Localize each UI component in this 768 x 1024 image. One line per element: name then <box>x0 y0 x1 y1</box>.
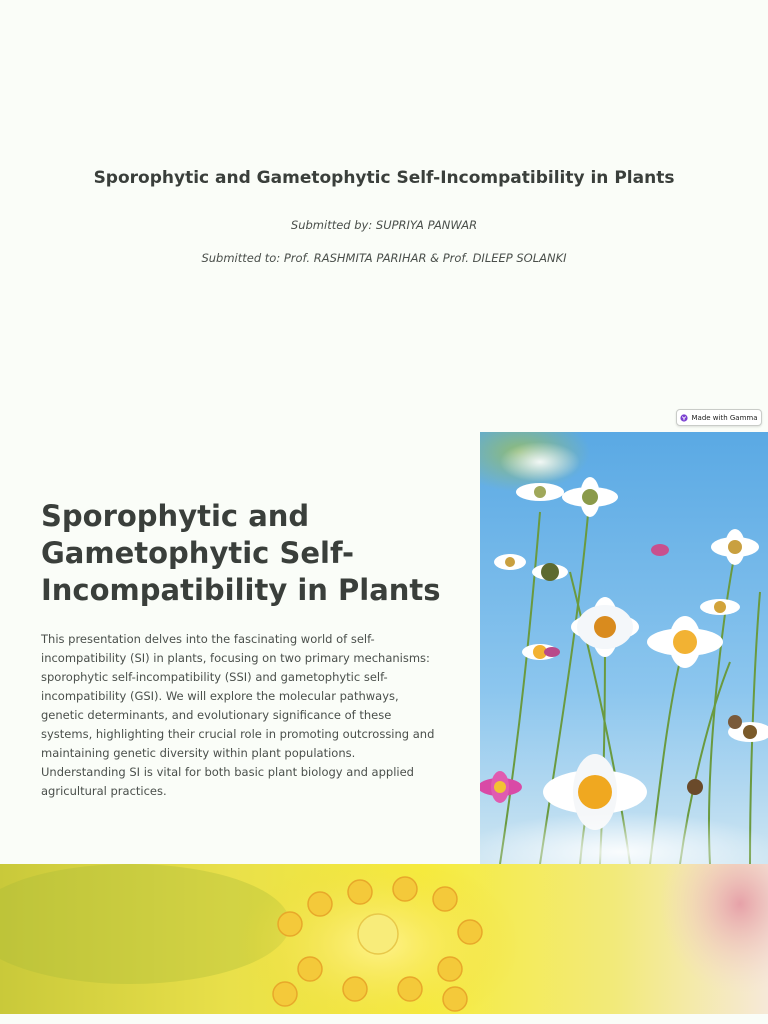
gamma-logo-icon <box>680 414 688 422</box>
made-with-gamma-badge[interactable] <box>676 409 762 426</box>
document-title: Sporophytic and Gametophytic Self-Incompatibility in Plants <box>93 168 675 188</box>
slide-body-text: This presentation delves into the fascinating world of self-incompatibility (SI) in plants, focusing on two primary mechanisms: sporophytic self-incompatibility (SSI) and gametophytic self-incompatibility (GSI). We will explore the molecular pathways, genetic determinants, and evolutionary significance of these systems, highlighting their crucial role in promoting outcrossing and maintaining genetic diversity within plant populations. Understanding SI is vital for both basic plant biology and applied agricultural practices. <box>41 632 435 798</box>
badge-label: Made with Gamma <box>691 413 758 422</box>
yellow-flower-closeup-photo <box>0 864 768 1014</box>
submitted-by: Submitted by: SUPRIYA PANWAR <box>290 218 478 232</box>
submitted-to: Submitted to: Prof. RASHMITA PARIHAR & Prof. DILEEP SOLANKI <box>201 251 567 265</box>
title-section <box>0 0 768 410</box>
slide-heading: Sporophytic and Gametophytic Self-Incompatibility in Plants <box>41 499 441 607</box>
daisy-field-photo <box>480 432 768 864</box>
